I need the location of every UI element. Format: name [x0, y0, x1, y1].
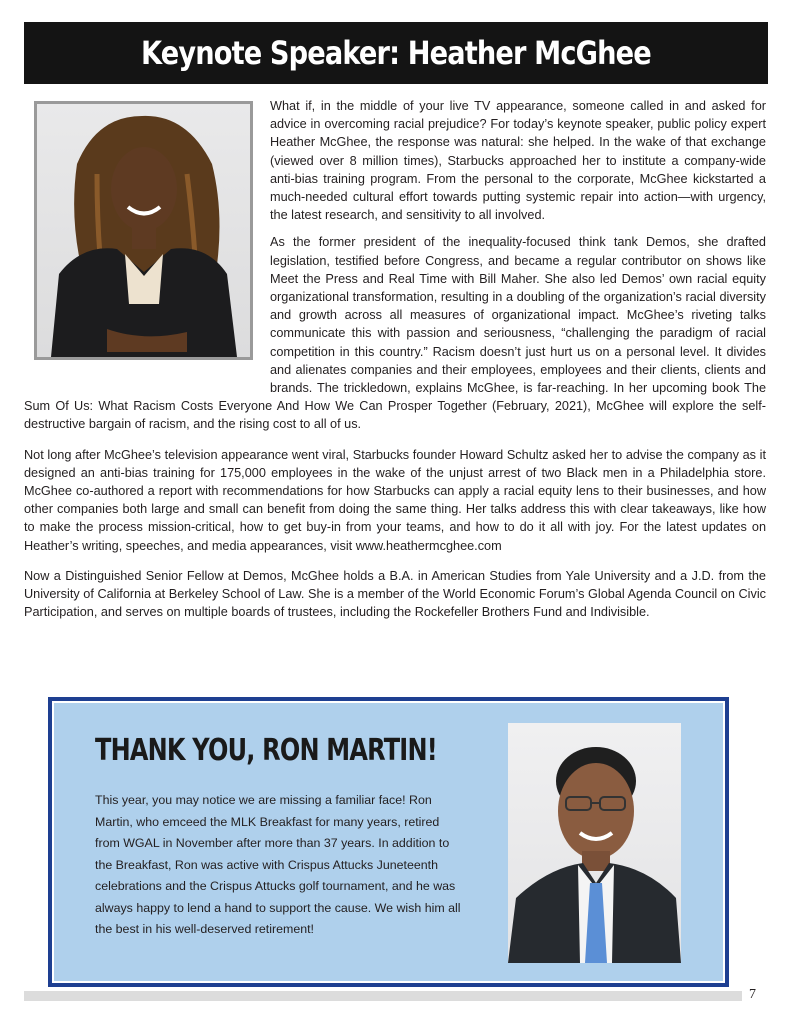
- tribute-panel: [52, 701, 725, 983]
- tribute-text: This year, you may notice we are missing a familiar face! Ron Martin, who emceed the MLK Breakfast for many years, retired from WGAL in November after more than 37 years. In addition to the Breakfast, Ron was active with Crispus Attucks Juneteenth celebrations and the Crispus Attucks golf tournament, and he was always happy to lend a hand to support the cause. We wish him all the best in his well-deserved retirement!: [95, 793, 461, 936]
- bio-paragraph: As the former president of the inequality-focused think tank Demos, she drafted legislation, testified before Congress, and became a regular contributor on shows like Meet the Press and Real Time with Bill Maher. She also led Demos’ own racial equity organizational transformation, resulting in a doubling of the organization’s racial diversity and growth across all measures of organizational impact. McGhee’s riveting talks communicate this with passion and seriousness, “challenging the paradigm of racial competition in this country.” Racism doesn’t just hurt us on a personal level. It divides and alienates companies and their employees, employees and their clients, clients and brands. The trickledown, explains McGhee, is far-reaching. In her upcoming book The Sum Of Us: What Racism Costs Everyone And How We Can Prosper Together (February, 2021), McGhee will explore the self-destructive bargain of racism, and the rising cost to all of us.: [24, 235, 766, 432]
- bio-paragraph: Now a Distinguished Senior Fellow at Demos, McGhee holds a B.A. in American Studies from Yale University and a J.D. from the University of California at Berkeley School of Law. She is a member of the World Economic Forum’s Global Agenda Council on Civic Participation, and serves on multiple boards of trustees, including the Rockefeller Brothers Fund and Indivisible.: [24, 568, 766, 620]
- speaker-biography: [24, 97, 766, 633]
- bio-paragraph: What if, in the middle of your live TV appearance, someone called in and asked for advice in overcoming racial prejudice? For today’s keynote speaker, public policy expert Heather McGhee, the response was natural: she helped. In the wake of that exchange (viewed over 8 million times), Starbucks approached her to institute a company-wide anti-bias training program. From the personal to the corporate, McGhee kickstarted a much-needed cultural effort towards putting systemic repair into action—with urgency, the latest research, and sensitivity to all involved.: [270, 99, 766, 223]
- footer-bar: [24, 991, 742, 1001]
- ron-martin-photo: [508, 723, 681, 963]
- page-number: 7: [749, 987, 756, 1002]
- bio-paragraph: Not long after McGhee’s television appearance went viral, Starbucks founder Howard Schultz asked her to advise the company as it designed an anti-bias training for 175,000 employees in the wake of the unjust arrest of two Black men in a Philadelphia store. McGhee co-authored a report with recommendations for how Starbucks can apply a racial equity lens to their businesses, and how other companies both large and small can benefit from doing the same thing. Her talks address this with clear takeaways, like how to make the process mission-critical, how to get buy-in from your teams, and how to do it all with joy. For the latest updates on Heather’s writing, speeches, and media appearances, visit www.heathermcghee.com: [24, 447, 766, 553]
- tribute-box: [48, 697, 729, 987]
- header-banner: [24, 22, 768, 84]
- page-title: Keynote Speaker: Heather McGhee: [141, 34, 651, 72]
- tribute-heading: THANK YOU, RON MARTIN!: [95, 733, 437, 768]
